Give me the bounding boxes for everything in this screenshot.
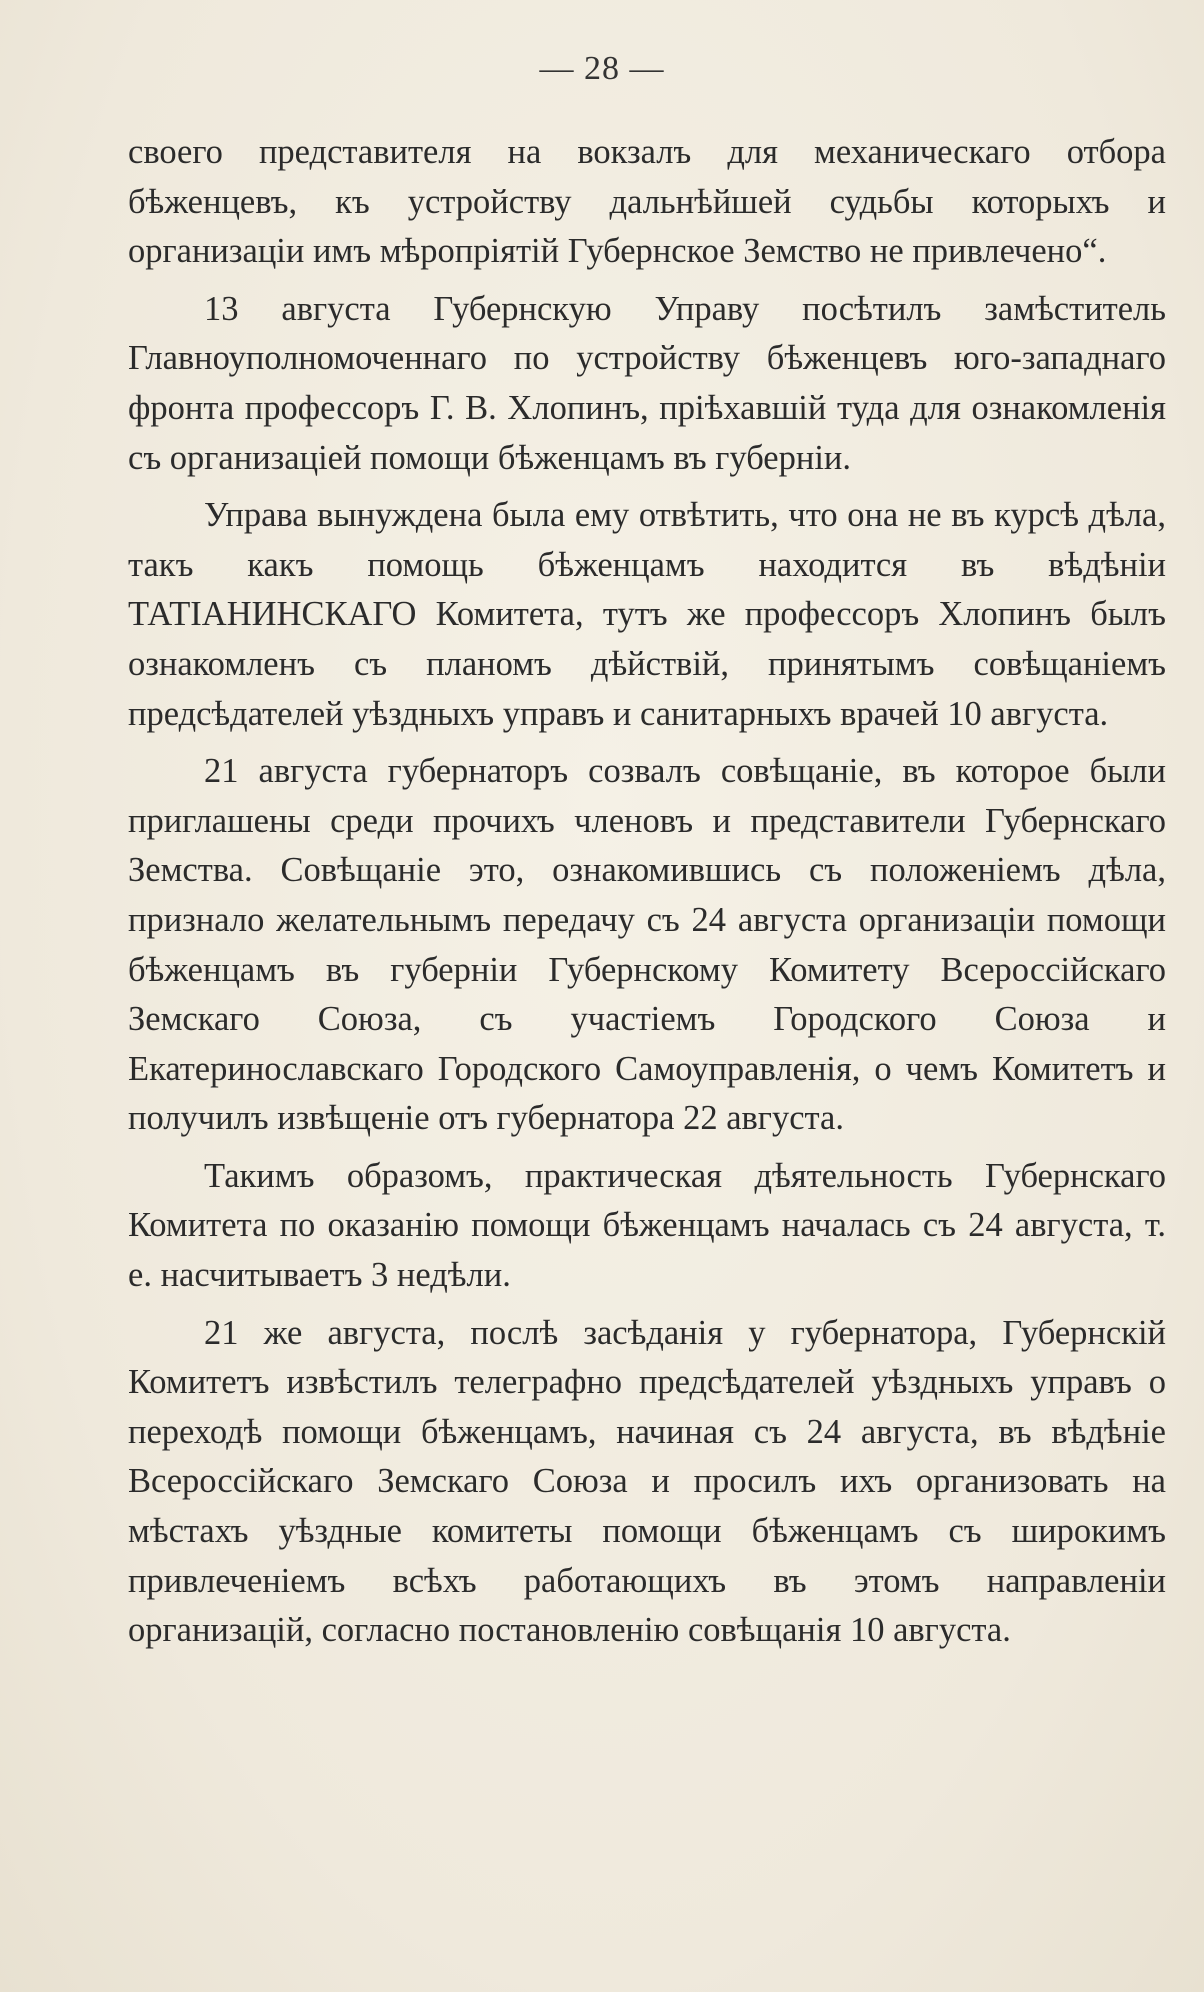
paragraph-4: 21 августа губернаторъ созвалъ совѣщаніе, въ которое были приглашены среди прочихъ членовъ и представители Губернскаго Земства. Совѣщаніе это, ознакомившись съ положеніемъ дѣла, признало желательнымъ передачу съ 24 августа организаціи помощи бѣженцамъ въ губерніи Губернскому Комитету Всероссійскаго Земскаго Союза, съ участіемъ Городского Союза и Екатеринославскаго Городского Самоуправленія, о чемъ Комитетъ и получилъ извѣщеніе отъ губернатора 22 августа. — [128, 752, 1166, 1138]
paragraph-2: 13 августа Губернскую Управу посѣтилъ замѣститель Главноуполномоченнаго по устройству бѣженцевъ юго-западнаго фронта профессоръ Г. В. Хлопинъ, пріѣхавшій туда для ознакомленія съ организаціей помощи бѣженцамъ въ губерніи. — [128, 289, 1166, 477]
body-text — [128, 128, 1166, 1664]
paragraph-6: 21 же августа, послѣ засѣданія у губернатора, Губернскій Комитетъ извѣстилъ телеграфно предсѣдателей уѣздныхъ управъ о переходѣ помощи бѣженцамъ, начиная съ 24 августа, въ вѣдѣніе Всероссійскаго Земскаго Союза и просилъ ихъ организовать на мѣстахъ уѣздные комитеты помощи бѣженцамъ съ широкимъ привлеченіемъ всѣхъ работающихъ въ этомъ направленіи организацій, согласно постановленію совѣщанія 10 августа. — [128, 1313, 1166, 1650]
page-number: — 28 — — [539, 50, 665, 87]
paragraph-1: своего представителя на вокзалъ для механическаго отбора бѣженцевъ, къ устройству дальнѣйшей судьбы которыхъ и организаціи имъ мѣропріятій Губернское Земство не привлечено“. — [128, 133, 1166, 271]
paragraph-3: Управа вынуждена была ему отвѣтить, что она не въ курсѣ дѣла, такъ какъ помощь бѣженцамъ находится въ вѣдѣніи ТАТІАНИНСКАГО Комитета, тутъ же профессоръ Хлопинъ былъ ознакомленъ съ планомъ дѣйствій, принятымъ совѣщаніемъ предсѣдателей уѣздныхъ управъ и санитарныхъ врачей 10 августа. — [128, 496, 1166, 733]
paragraph-5: Такимъ образомъ, практическая дѣятельность Губернскаго Комитета по оказанію помощи бѣженцамъ началась съ 24 августа, т. е. насчитываетъ 3 недѣли. — [128, 1156, 1166, 1295]
